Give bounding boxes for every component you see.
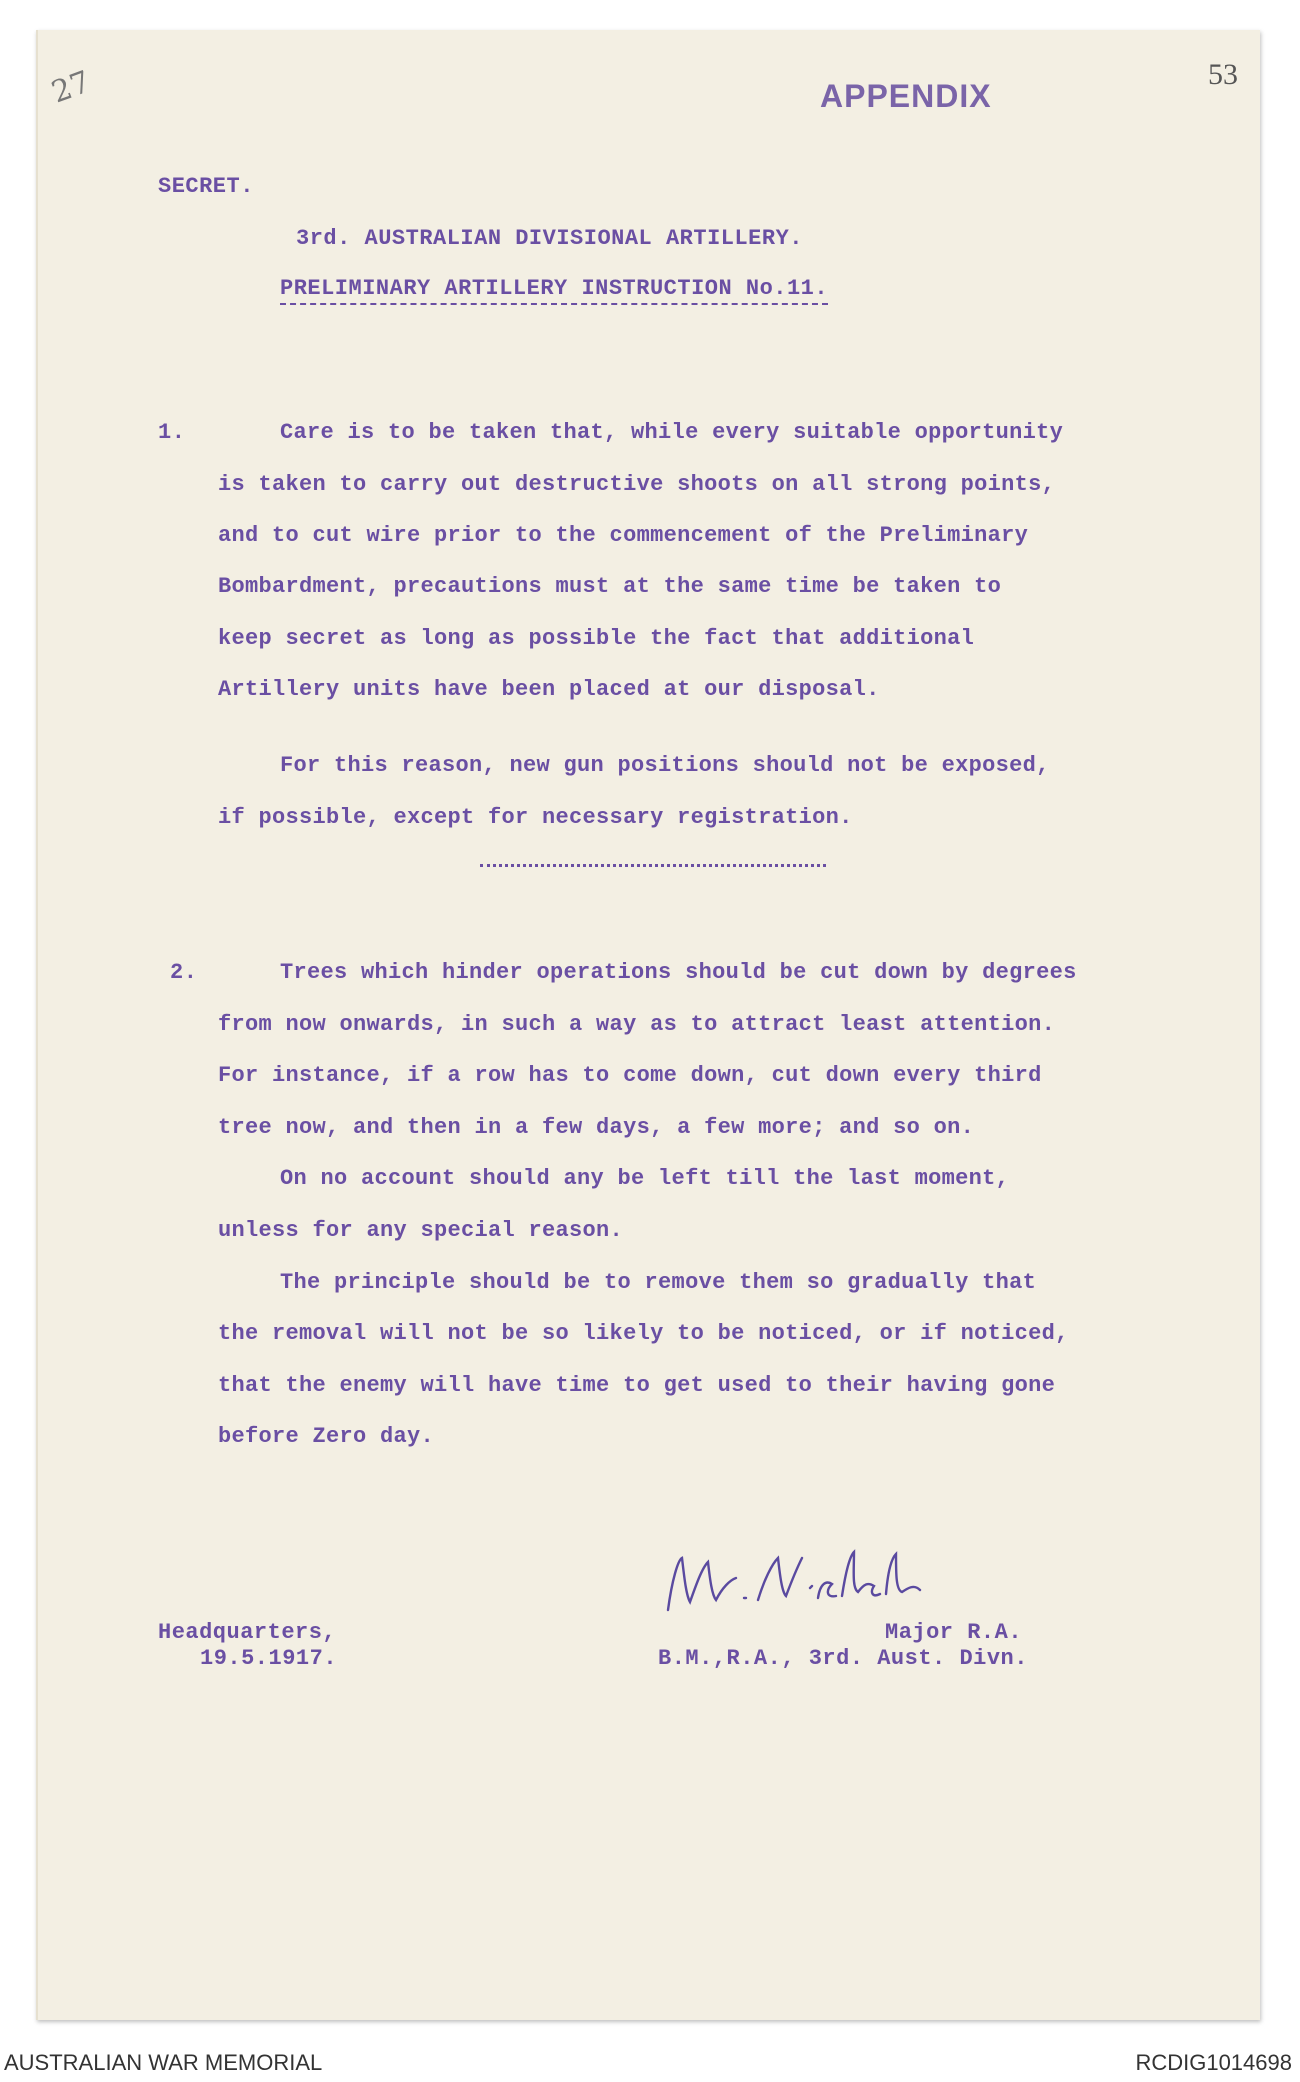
para1-line: Care is to be taken that, while every suitable opportunity: [280, 420, 1064, 445]
footer-institution: AUSTRALIAN WAR MEMORIAL: [4, 2050, 323, 2075]
para1-line: Bombardment, precautions must at the same time be taken to: [218, 574, 1002, 599]
para2-sub2-line: The principle should be to remove them so gradually that: [280, 1270, 1037, 1295]
para2-sub2-line: that the enemy will have time to get used to their having gone: [218, 1373, 1056, 1398]
instruction-heading: PRELIMINARY ARTILLERY INSTRUCTION No.11.: [280, 276, 828, 305]
para2-line: from now onwards, in such a way as to attract least attention.: [218, 1012, 1056, 1037]
date: 19.5.1917.: [200, 1646, 338, 1671]
para2-sub2-line: the removal will not be so likely to be noticed, or if noticed,: [218, 1321, 1069, 1346]
pencil-annotation: 27: [47, 64, 96, 111]
para2-number: 2.: [170, 960, 198, 985]
para2-sub2-line: before Zero day.: [218, 1424, 435, 1449]
para1-line: keep secret as long as possible the fact that additional: [218, 626, 975, 651]
section-divider: [480, 864, 826, 867]
place: Headquarters,: [158, 1620, 337, 1645]
page-number: 53: [1208, 58, 1238, 91]
para1-line: Artillery units have been placed at our disposal.: [218, 677, 880, 702]
handwritten-signature: [660, 1540, 930, 1630]
unit-heading: 3rd. AUSTRALIAN DIVISIONAL ARTILLERY.: [296, 226, 803, 251]
para1-number: 1.: [158, 420, 186, 445]
para2-sub1-line: unless for any special reason.: [218, 1218, 624, 1243]
para2-line: Trees which hinder operations should be cut down by degrees: [280, 960, 1077, 985]
para2-line: For instance, if a row has to come down, cut down every third: [218, 1063, 1042, 1088]
classification: SECRET.: [158, 174, 254, 199]
appendix-stamp: APPENDIX: [820, 78, 992, 114]
para1-line: is taken to carry out destructive shoots on all strong points,: [218, 472, 1056, 497]
para1-subline: For this reason, new gun positions should not be exposed,: [280, 753, 1050, 778]
footer-item-id: RCDIG1014698: [1135, 2050, 1292, 2075]
para1-subline: if possible, except for necessary registration.: [218, 805, 853, 830]
rank: Major R.A.: [885, 1620, 1023, 1645]
appointment: B.M.,R.A., 3rd. Aust. Divn.: [658, 1646, 1028, 1671]
para2-line: tree now, and then in a few days, a few more; and so on.: [218, 1115, 975, 1140]
para1-line: and to cut wire prior to the commencement of the Preliminary: [218, 523, 1029, 548]
para2-sub1-line: On no account should any be left till the last moment,: [280, 1166, 1010, 1191]
